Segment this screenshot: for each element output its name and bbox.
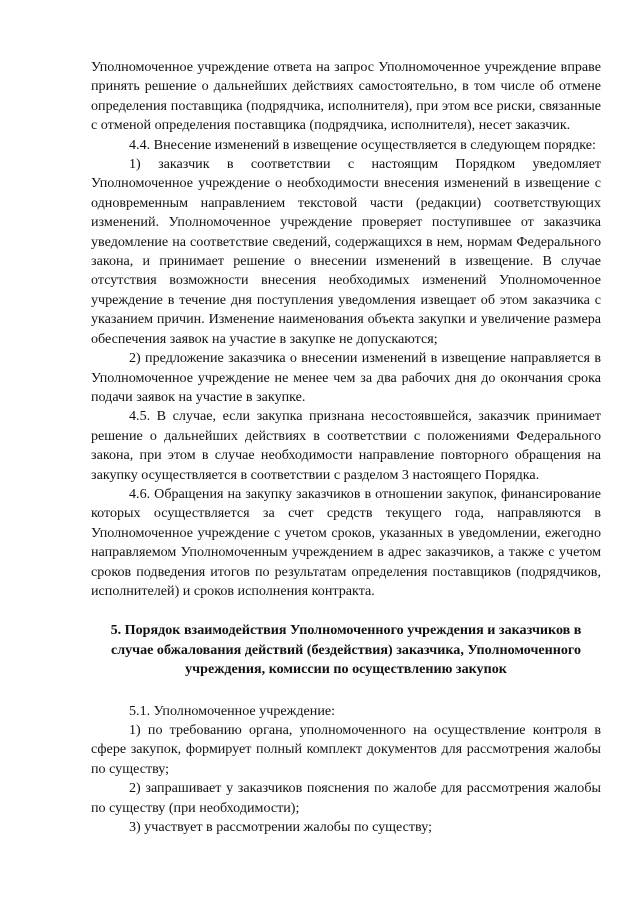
paragraph-4-4: 4.4. Внесение изменений в извещение осуществляется в следующем порядке: xyxy=(129,136,596,153)
paragraph-4-4-item-2: 2) предложение заказчика о внесении изменений в извещение направляется в Уполномоченное учреждение не менее чем за два рабочих дня до окончания срока подачи заявок на участие в закупке. xyxy=(91,350,601,405)
paragraph-5-1-item-2: 2) запрашивает у заказчиков пояснения по жалобе для рассмотрения жалобы по существу (при необходимости); xyxy=(91,780,601,816)
paragraph-4-4-item-1: 1) заказчик в соответствии с настоящим Порядком уведомляет Уполномоченное учреждение о необходимости внесения изменений в извещение с одновременным направлением текстовой части (редакции) соответствующих изменений. Уполномоченное учреждение проверяет поступившее от заказчика уведомление на соответствие сведений, содержащихся в нем, нормам Федерального закона, и принимает решение о внесении изменений в извещение. В случае отсутствия возможности внесения необходимых изменений Уполномоченное учреждение в течение дня поступления уведомления извещает об этом заказчика с указанием причин. Изменение наименования объекта закупки и увеличение размера обеспечения заявок на участие в закупке не допускаются; xyxy=(91,156,601,347)
paragraph-5-1-item-3: 3) участвует в рассмотрении жалобы по существу; xyxy=(129,819,433,836)
document-page xyxy=(91,58,601,837)
paragraph-continuation: Уполномоченное учреждение ответа на запрос Уполномоченное учреждение вправе принять решение о дальнейших действиях самостоятельно, в том числе об отмене определения поставщика (подрядчика, исполнителя), при этом все риски, связанные с отменой определения поставщика (подрядчика, исполнителя), несет заказчик. xyxy=(91,59,601,134)
paragraph-5-1-item-1: 1) по требованию органа, уполномоченного на осуществление контроля в сфере закупок, формирует полный комплект документов для рассмотрения жалобы по существу; xyxy=(91,722,601,777)
section-5-heading: 5. Порядок взаимодействия Уполномоченного учреждения и заказчиков в случае обжалования действий (бездействия) заказчика, Уполномоченного учреждения, комиссии по осуществлению закупок xyxy=(110,622,582,678)
paragraph-5-1: 5.1. Уполномоченное учреждение: xyxy=(129,702,336,719)
paragraph-4-5: 4.5. В случае, если закупка признана несостоявшейся, заказчик принимает решение о дальнейших действиях в соответствии с положениями Федерального закона, при этом в случае необходимости направление повторного обращения на закупку осуществляется в соответствии с разделом 3 настоящего Порядка. xyxy=(91,408,601,483)
paragraph-4-6: 4.6. Обращения на закупку заказчиков в отношении закупок, финансирование которых осуществляется за счет средств текущего года, направляются в Уполномоченное учреждение с учетом сроков, указанных в уведомлении, ежегодно направляемом Уполномоченным учреждением в адрес заказчиков, а также с учетом сроков подведения итогов по результатам определения поставщиков (подрядчиков, исполнителей) и сроков исполнения контракта. xyxy=(91,485,601,599)
